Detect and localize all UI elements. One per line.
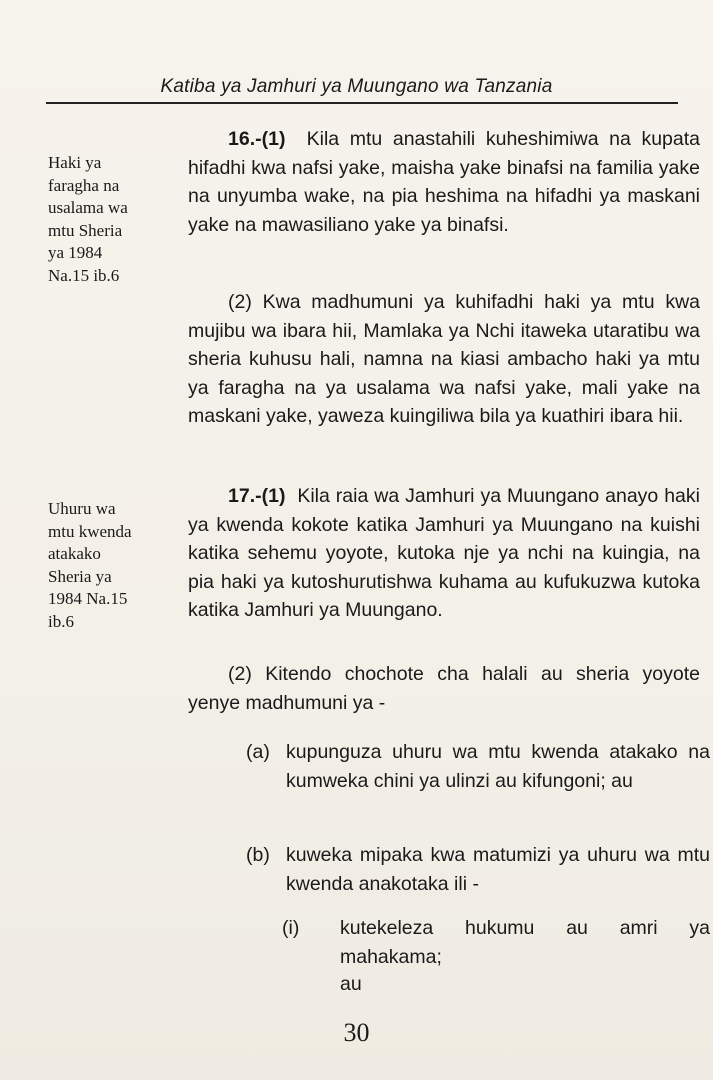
margin-note-article-16: Haki ya faragha na usalama wa mtu Sheria ya 1984 Na.15 ib.6 — [48, 153, 128, 285]
article-16-paragraph-2 — [188, 288, 700, 431]
article-16-paragraph-1-text: Kila mtu anastahili kuheshimiwa na kupata hifadhi kwa nafsi yake, maisha yake binafsi na familia yake na unyumba wake, na pia heshima na hifadhi ya maskani yake na mawasiliano yake ya binafsi. — [188, 128, 700, 236]
article-17-paragraph-2 — [188, 660, 700, 717]
item-a-label: (a) — [246, 741, 270, 763]
item-i-text: kutekeleza hukumu au amri ya mahakama; — [340, 917, 710, 968]
page-number: 30 — [343, 1018, 370, 1047]
item-i-label: (i) — [282, 917, 300, 939]
header-rule — [46, 102, 678, 104]
item-b-text: kuweka mipaka kwa matumizi ya uhuru wa mtu kwenda anakotaka ili - — [286, 844, 710, 895]
article-16-paragraph-1 — [188, 125, 700, 239]
item-a-text: kupunguza uhuru wa mtu kwenda atakako na kumweka chini ya ulinzi au kifungoni; au — [286, 741, 710, 792]
article-16-number: 16.-(1) — [228, 128, 286, 150]
item-b-label: (b) — [246, 844, 270, 866]
margin-note-article-17: Uhuru wa mtu kwenda atakako Sheria ya 1984 Na.15 ib.6 — [48, 499, 132, 631]
article-17-paragraph-2-text: (2) Kitendo chochote cha halali au sheria yoyote yenye madhumuni ya - — [188, 663, 700, 714]
item-i-trailer: au — [340, 973, 362, 995]
article-17-paragraph-1 — [188, 482, 700, 625]
article-17-number: 17.-(1) — [228, 485, 286, 507]
article-17-paragraph-1-text: Kila raia wa Jamhuri ya Muungano anayo haki ya kwenda kokote katika Jamhuri ya Muungano na kuishi katika sehemu yoyote, kutoka nje ya nchi na kuingia, na pia haki ya kutoshurutishwa kuhama au kufukuzwa kutoka katika Jamhuri ya Muungano. — [188, 485, 700, 621]
article-16-paragraph-2-text: (2) Kwa madhumuni ya kuhifadhi haki ya mtu kwa mujibu wa ibara hii, Mamlaka ya Nchi itaweka utaratibu wa sheria kuhusu hali, namna na kiasi ambacho haki ya mtu ya faragha na ya usalama wa nafsi yake, mali yake na maskani yake, yaweza kuingiliwa bila ya kuathiri ibara hii. — [188, 291, 700, 427]
running-header: Katiba ya Jamhuri ya Muungano wa Tanzania — [160, 76, 553, 97]
